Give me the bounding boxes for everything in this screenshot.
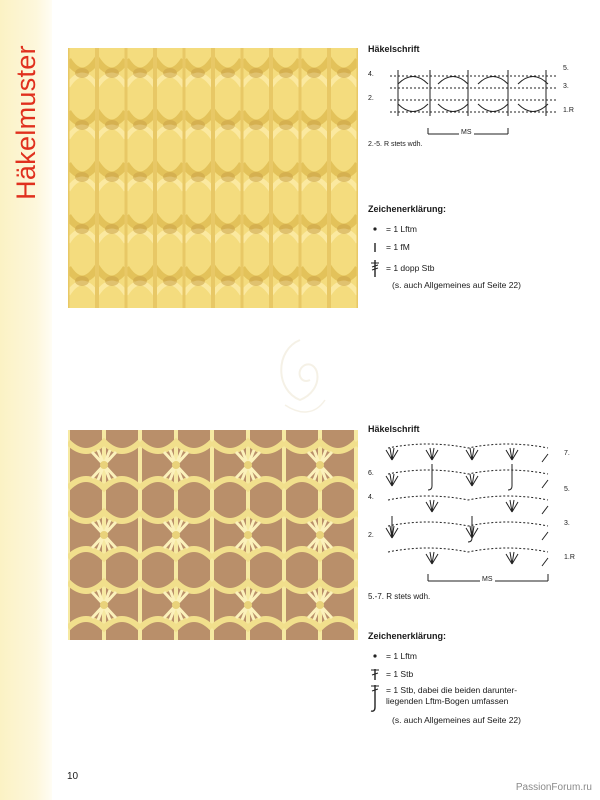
flourish-icon (255, 330, 345, 420)
page-number: 10 (67, 771, 79, 782)
pattern-2-info (368, 424, 588, 725)
row-label-left-4: 4. (368, 494, 374, 501)
dot-icon (368, 653, 382, 659)
legend-title-1: Zeichenerklärung: (368, 204, 447, 214)
row-label-right-5: 5. (564, 486, 570, 493)
legend-row (368, 220, 588, 238)
legend-row (368, 238, 588, 256)
legend-text: = 1 dopp Stb (386, 263, 435, 273)
chart-heading-1: Häkelschrift (368, 44, 420, 54)
legend-text: = 1 Lftm (386, 224, 417, 234)
hook-treble-icon (368, 683, 382, 713)
legend-row (368, 665, 588, 683)
double-treble-icon (368, 258, 382, 278)
row-label-left-2: 2. (368, 95, 374, 102)
treble-icon (368, 667, 382, 681)
pattern-1-info (368, 44, 588, 290)
legend-text: = 1 Stb, dabei die beiden darunter- liegenden Lftm-Bogen umfassen (386, 685, 518, 706)
dot-icon (368, 226, 382, 232)
chart-diagram-2 (368, 434, 588, 584)
repeat-note-2: 5.-7. R stets wdh. (368, 592, 431, 601)
see-also-2: (s. auch Allgemeines auf Seite 22) (392, 715, 521, 725)
watermark: PassionForum.ru (515, 782, 592, 793)
chart-diagram-1 (368, 54, 588, 139)
row-label-right-3: 3. (564, 520, 570, 527)
legend-row (368, 647, 588, 665)
legend-row (368, 256, 588, 280)
legend-text: = 1 fM (386, 242, 410, 252)
row-label-left-6: 6. (368, 470, 374, 477)
legend-row (368, 683, 588, 715)
see-also-1: (s. auch Allgemeines auf Seite 22) (392, 280, 521, 290)
chart-heading-2: Häkelschrift (368, 424, 420, 434)
row-label-right-1r: 1.R (563, 107, 574, 114)
legend-text: = 1 Lftm (386, 651, 417, 661)
row-label-right-3: 3. (563, 83, 569, 90)
row-label-left-2: 2. (368, 532, 374, 539)
ms-label-2: MS (482, 576, 493, 583)
sidebar-title-text: Häkelmuster (10, 45, 41, 200)
row-label-left-4: 4. (368, 71, 374, 78)
legend-text: = 1 Stb (386, 669, 414, 679)
row-label-right-1r: 1.R (564, 554, 575, 561)
sidebar-title (6, 40, 46, 205)
bar-icon (368, 241, 382, 253)
ms-label-1: MS (461, 129, 472, 136)
swatch-photo-2 (68, 430, 358, 640)
row-label-right-7: 7. (564, 450, 570, 457)
row-label-right-5: 5. (563, 65, 569, 72)
repeat-note-1: 2.-5. R stets wdh. (368, 141, 423, 148)
swatch-photo-1 (68, 48, 358, 308)
legend-title-2: Zeichenerklärung: (368, 631, 447, 641)
